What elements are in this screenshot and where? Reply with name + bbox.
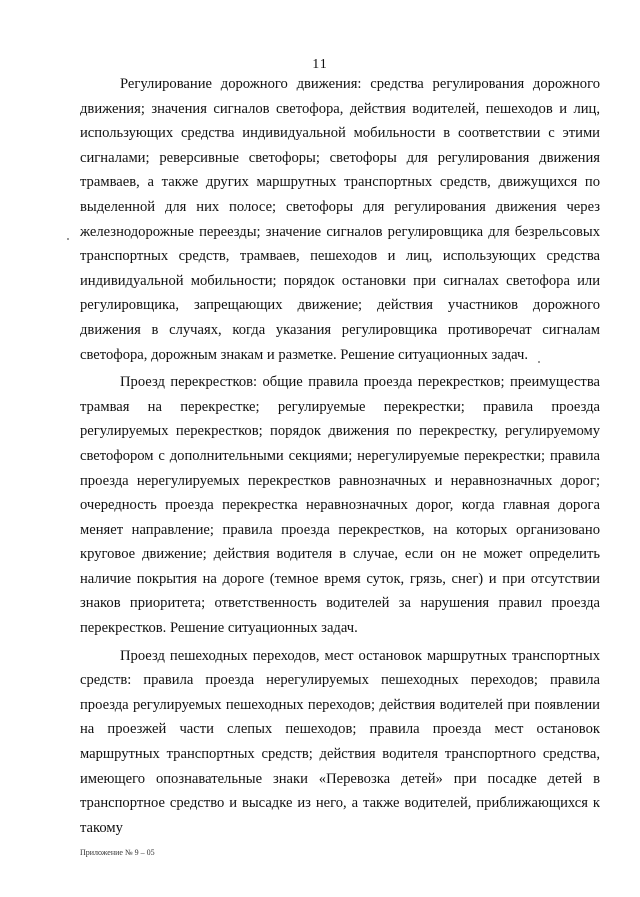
paragraph-intersections: Проезд перекрестков: общие правила проезда перекрестков; преимущества трамвая на перекрестке; регулируемые перекрестки; правила проезда регулируемых перекрестков; порядок движения по перекрестку, регулируемому светофором с дополнительными секциями; нерегулируемые перекрестки; правила проезда нерегулируемых перекрестков равнозначных и неравнозначных дорог; очередность проезда перекрестка неравнозначных дорог, когда главная дорога меняет направление; правила проезда перекрестков, на которых организовано круговое движение; действия водителя в случае, если он не может определить наличие покрытия на дороге (темное время суток, грязь, снег) и при отсутствии знаков приоритета; ответственность водителей за нарушения правил проезда перекрестков. Решение ситуационных задач.	[80, 374, 600, 637]
paragraph-traffic-regulation: Регулирование дорожного движения: средства регулирования дорожного движения; значения сигналов светофора, действия водителей, пешеходов и лиц, использующих средства индивидуальной мобильности в соответствии с этими сигналами; реверсивные светофоры; светофоры для регулирования движения трамваев, а также других маршрутных транспортных средств, движущихся по выделенной для них полосе; светофоры для регулирования движения через железнодорожные переезды; значение сигналов регулировщика для безрельсовых транспортных средств, трамваев, пешеходов и лиц, использующих средства индивидуальной мобильности; порядок остановки при сигналах светофора или регулировщика, запрещающих движение; действия участников дорожного движения в случаях, когда указания регулировщика противоречат сигналам светофора, дорожным знакам и разметке. Решение ситуационных задач.	[80, 76, 600, 363]
scan-speck	[67, 238, 69, 240]
scan-speck	[538, 361, 540, 363]
page-number: 11	[312, 57, 328, 72]
page-footer: Приложение № 9 – 05	[80, 848, 155, 857]
paragraph-pedestrian-crossings: Проезд пешеходных переходов, мест остановок маршрутных транспортных средств: правила проезда нерегулируемых пешеходных переходов; правила проезда регулируемых пешеходных переходов; действия водителей при появлении на проезжей части слепых пешеходов; правила проезда мест остановок маршрутных транспортных средств; действия водителя транспортного средства, имеющего опознавательные знаки «Перевозка детей» при посадке детей в транспортное средство и высадке из него, а также водителей, приближающихся к такому	[80, 647, 600, 836]
body-text	[80, 72, 600, 840]
